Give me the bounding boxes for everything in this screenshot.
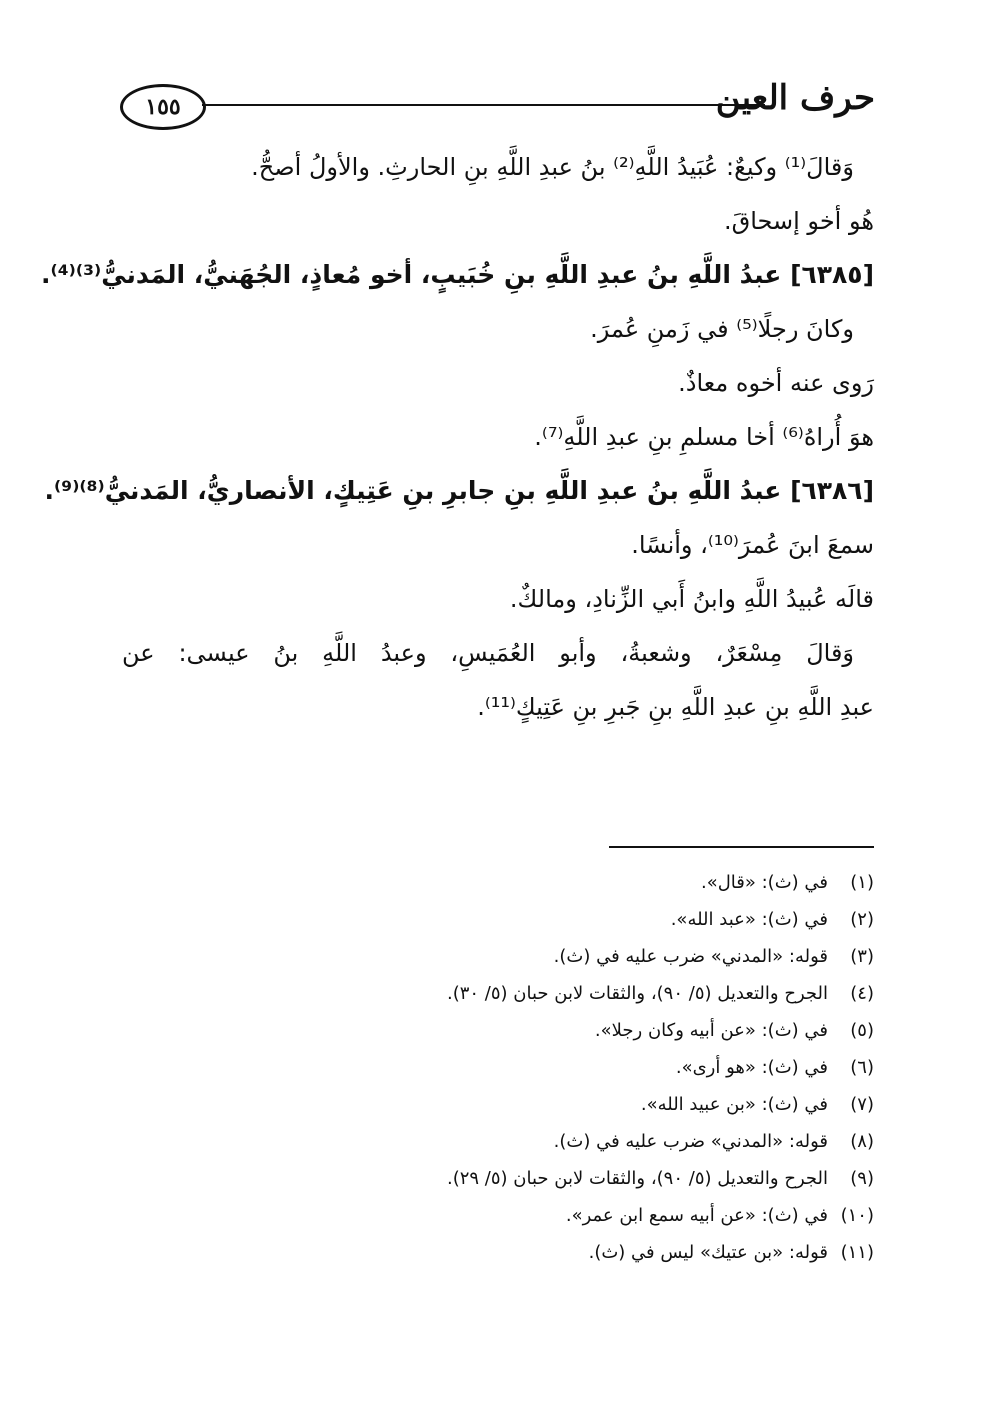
footnote-text: قوله: «المدني» ضرب عليه في (ث). bbox=[553, 946, 828, 967]
footnotes bbox=[110, 864, 874, 1271]
footnote-text: في (ث): «قال». bbox=[700, 872, 828, 893]
footnote-number: (٥) bbox=[850, 1020, 874, 1041]
footnote bbox=[110, 1012, 874, 1049]
footnote-text: في (ث): «عبد الله». bbox=[670, 909, 828, 930]
footnote bbox=[110, 1086, 874, 1123]
footnote-number: (٧) bbox=[850, 1094, 874, 1115]
footnote bbox=[110, 1234, 874, 1271]
footnote-number: (٦) bbox=[850, 1057, 874, 1078]
text-line: رَوى عنه أخوه معاذٌ. bbox=[678, 369, 874, 397]
footnote-text: في (ث): «هو أرى». bbox=[675, 1057, 828, 1078]
text-line: قالَه عُبيدُ اللَّهِ وابنُ أَبي الزِّنادِ، ومالكٌ. bbox=[509, 585, 874, 613]
header-rule bbox=[202, 104, 765, 106]
entry-heading: [٦٣٨٥] عبدُ اللَّهِ بنُ عبدِ اللَّهِ بنِ خُبَيبٍ، أخو مُعاذٍ، الجُهَنيُّ، المَدنيُّ⁽³⁾⁽⁴⁾. bbox=[41, 260, 874, 289]
footnote-number: (١٠) bbox=[840, 1205, 874, 1226]
footnote bbox=[110, 1160, 874, 1197]
footnote-text: قوله: «المدني» ضرب عليه في (ث). bbox=[553, 1131, 828, 1152]
footnote bbox=[110, 1123, 874, 1160]
footnote bbox=[110, 864, 874, 901]
footnote-text: الجرح والتعديل (٥/ ٩٠)، والثقات لابن حبان (٥/ ٢٩). bbox=[446, 1168, 828, 1189]
footnote-number: (٣) bbox=[850, 946, 874, 967]
footnote bbox=[110, 1049, 874, 1086]
footnote-number: (٤) bbox=[850, 983, 874, 1004]
footnote-number: (٨) bbox=[850, 1131, 874, 1152]
text-line: وَقالَ⁽¹⁾ وكيعٌ: عُبَيدُ اللَّهِ⁽²⁾ بنُ عبدِ اللَّهِ بنِ الحارثِ. والأولُ أصحُّ. bbox=[251, 153, 854, 181]
footnote-number: (٩) bbox=[850, 1168, 874, 1189]
entry-heading: [٦٣٨٦] عبدُ اللَّهِ بنُ عبدِ اللَّهِ بنِ جابرِ بنِ عَتِيكٍ، الأنصاريُّ، المَدنيُّ⁽⁸⁾⁽⁹⁾. bbox=[44, 476, 874, 505]
footnote-text: في (ث): «عن أبيه وكان رجلا». bbox=[594, 1020, 828, 1041]
page-header bbox=[120, 70, 875, 140]
text-line: وكانَ رجلًا⁽⁵⁾ في زَمنِ عُمرَ. bbox=[590, 315, 854, 343]
footnote bbox=[110, 901, 874, 938]
text-line: هوَ أُراهُ⁽⁶⁾ أخا مسلمِ بنِ عبدِ اللَّهِ⁽⁷⁾. bbox=[534, 423, 874, 451]
footnote-text: الجرح والتعديل (٥/ ٩٠)، والثقات لابن حبان (٥/ ٣٠). bbox=[446, 983, 828, 1004]
text-line: هُو أخو إسحاقَ. bbox=[723, 207, 874, 235]
footnote bbox=[110, 938, 874, 975]
main-text bbox=[41, 140, 874, 734]
footnote-number: (٢) bbox=[850, 909, 874, 930]
footnote bbox=[110, 1197, 874, 1234]
footnote-separator bbox=[609, 846, 874, 848]
text-line: سمعَ ابنَ عُمرَ⁽¹⁰⁾، وأنسًا. bbox=[631, 531, 874, 559]
running-title: حرف العين bbox=[715, 78, 875, 118]
page-number: ١٥٥ bbox=[120, 84, 206, 130]
footnote-text: في (ث): «بن عبيد الله». bbox=[640, 1094, 828, 1115]
footnote-number: (١١) bbox=[840, 1242, 874, 1263]
footnote-text: في (ث): «عن أبيه سمع ابن عمر». bbox=[565, 1205, 828, 1226]
footnote-text: قوله: «بن عتيك» ليس في (ث). bbox=[588, 1242, 828, 1263]
text-line: وَقالَ مِسْعَرٌ، وشعبةُ، وأبو العُمَيسِ، وعبدُ اللَّهِ بنُ عيسى: عن bbox=[122, 639, 854, 667]
text-line: عبدِ اللَّهِ بنِ عبدِ اللَّهِ بنِ جَبرِ بنِ عَتِيكٍ⁽¹¹⁾. bbox=[477, 693, 874, 721]
footnote bbox=[110, 975, 874, 1012]
footnote-number: (١) bbox=[850, 872, 874, 893]
